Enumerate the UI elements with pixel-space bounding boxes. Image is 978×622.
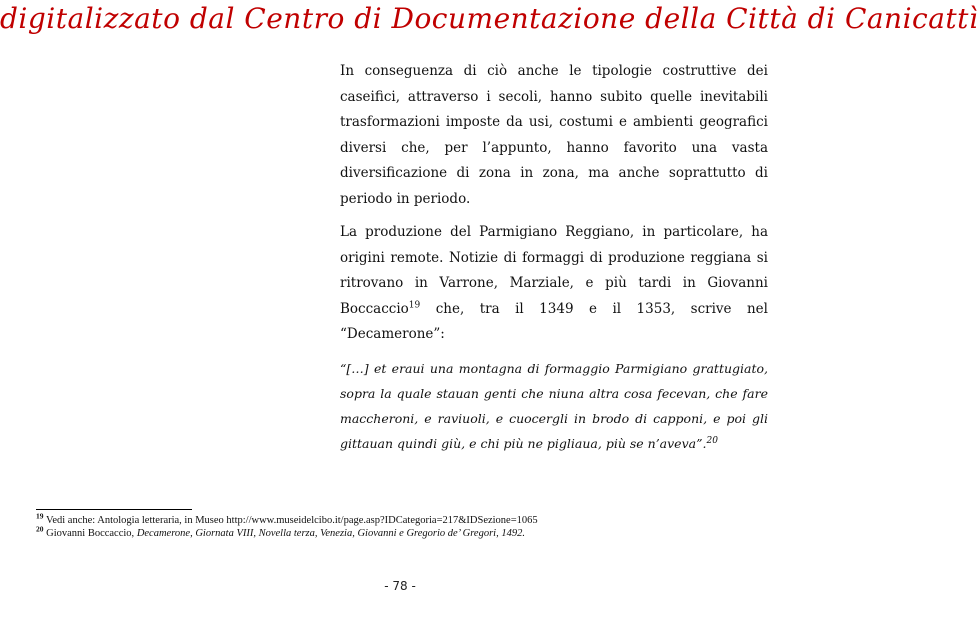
- footnote-20-citation: Decamerone, Giornata VIII, Novella terza, Venezia, Giovanni e Gregorio de’ Gregori, 1492.: [136, 528, 525, 539]
- footnote-20: [36, 524, 776, 540]
- footnote-19-number: 19: [36, 511, 44, 521]
- footnote-19-text: Vedi anche: Antologia letteraria, in Museo http://www.museidelcibo.it/page.asp?IDCategoria=217&IDSezione=1065: [45, 515, 538, 526]
- quote-text: “[…] et eraui una montagna di formaggio Parmigiano grattugiato, sopra la quale stauan genti che niuna altra cosa fecevan, che fare maccheroni, e raviuoli, e cuocergli in brodo di capponi, e poi gli gittauan quindi giù, e chi più ne pigliaua, più se n’aveva”.: [340, 361, 768, 451]
- body-paragraph-2: [340, 220, 768, 348]
- decameron-quote: [340, 356, 768, 456]
- footnote-ref-20[interactable]: 20: [706, 435, 718, 446]
- body-paragraph-1: In conseguenza di ciò anche le tipologie costruttive dei caseifici, attraverso i secoli, hanno subito quelle inevitabili trasformazioni imposte da usi, costumi e ambienti geografici diversi che, per l’appunto, hanno favorito una vasta diversificazione di zona in zona, ma anche soprattutto di periodo in periodo.: [340, 63, 768, 207]
- paragraph-2-text-end: che, tra il 1349 e il 1353, scrive nel “Decamerone”:: [340, 300, 768, 342]
- page-number: - 78 -: [384, 579, 416, 593]
- footnotes: [36, 511, 776, 540]
- paragraph-2-text: La produzione del Parmigiano Reggiano, in particolare, ha origini remote. Notizie di formaggi di produzione reggiana si ritrovano in Varrone, Marziale, e più tardi in Giovanni Boccaccio: [340, 224, 768, 317]
- footnote-19: [36, 511, 776, 527]
- footnote-ref-19[interactable]: 19: [408, 300, 421, 310]
- footnote-separator: [36, 509, 192, 510]
- watermark-header: digitalizzato dal Centro di Documentazione della Città di Canicattì: [0, 2, 978, 35]
- footnote-20-text: Giovanni Boccaccio,: [46, 528, 137, 539]
- footnote-20-number: 20: [36, 524, 44, 534]
